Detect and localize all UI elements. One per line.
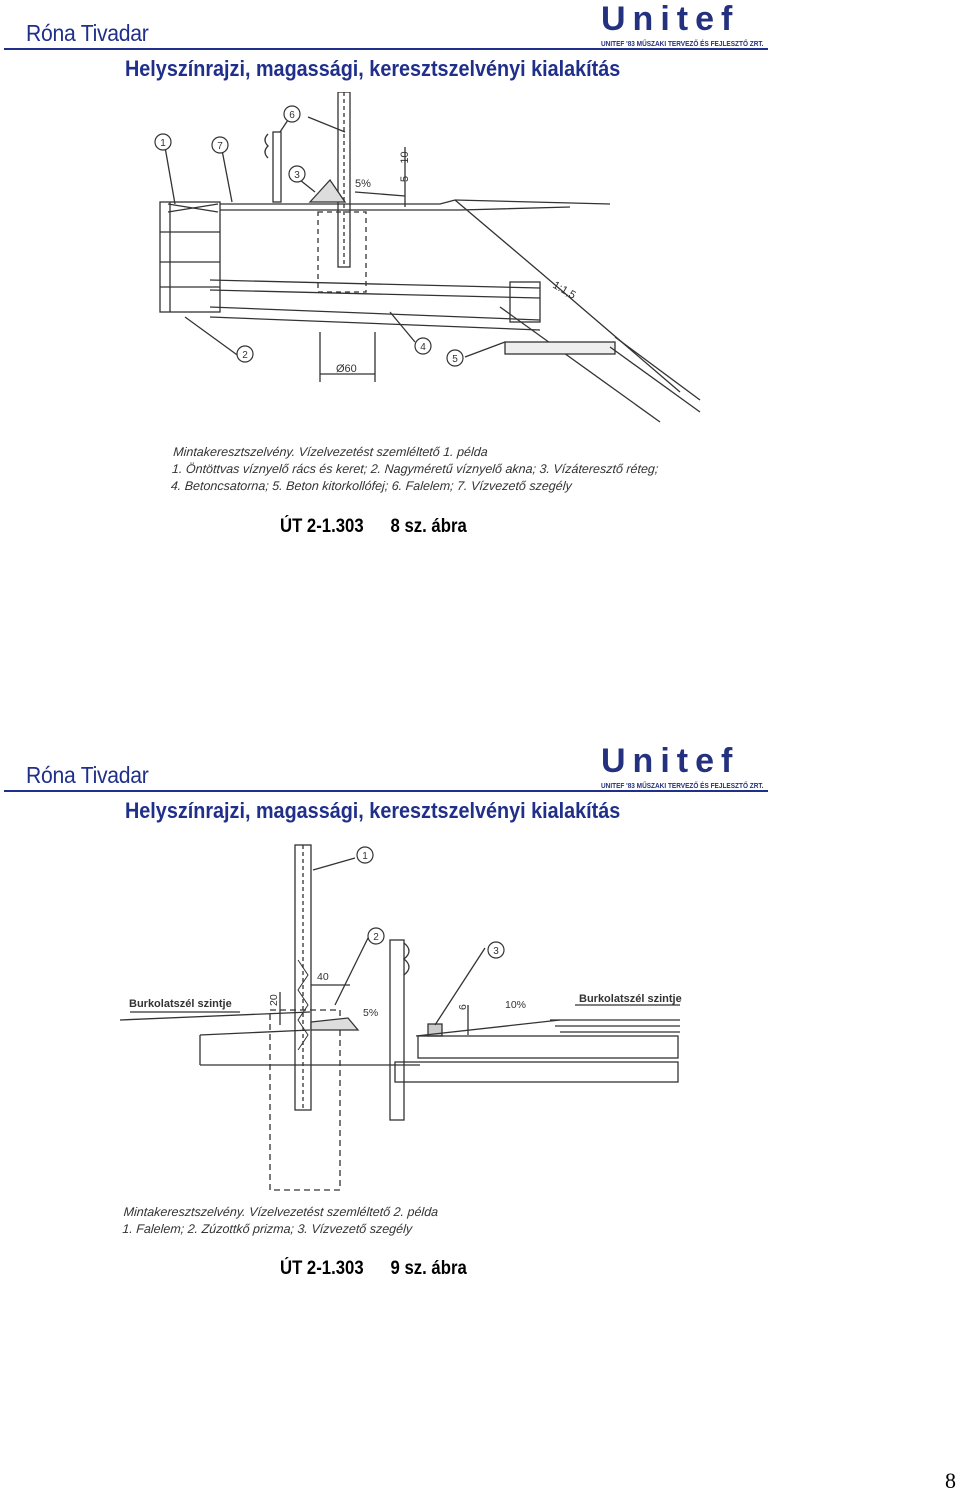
slide-title: Helyszínrajzi, magassági, keresztszelvényi kialakítás [125,798,621,823]
slope-right-label: 10% [505,999,527,1011]
callout-3-label: 3 [493,946,499,957]
dimension-label: 5 – 10 [399,151,411,182]
figure-caption-1 [170,444,660,495]
author-name: Róna Tivadar [26,20,149,46]
dim-6-label: 6 [457,1004,469,1010]
callout-6-label: 6 [289,110,295,121]
callout-4-label: 4 [420,342,426,353]
slope-label: 5% [355,178,371,190]
slide-1 [0,0,960,560]
figure-number: 9 sz. ábra [390,1258,467,1279]
logo-subtitle: UNITEF '83 MŰSZAKI TERVEZŐ ÉS FEJLESZTŐ ZRT. [601,781,764,790]
figure-reference-2 [280,1258,467,1280]
header-rule [4,48,768,50]
author-name: Róna Tivadar [26,762,149,788]
logo-subtitle: UNITEF '83 MŰSZAKI TERVEZŐ ÉS FEJLESZTŐ ZRT. [601,39,764,48]
dim-40-label: 40 [317,971,329,983]
unitef-logo [601,0,764,48]
callout-5-label: 5 [452,354,458,365]
caption-line: 4. Betoncsatorna; 5. Beton kitorkollófej; 6. Falelem; 7. Vízvezető szegély [170,479,573,493]
figure-number: 8 sz. ábra [390,516,467,537]
standard-code: ÚT 2-1.303 [280,1258,364,1279]
callout-1-label: 1 [160,138,166,149]
embankment-slope-label: 1:1,5 [550,279,578,302]
slide-2 [0,742,960,1302]
diameter-label: Ø60 [336,363,357,375]
caption-line: Mintakeresztszelvény. Vízelvezetést szemléltető 2. példa [123,1205,439,1219]
callout-3-label: 3 [294,170,300,181]
caption-line: 1. Falelem; 2. Zúzottkő prizma; 3. Vízvezető szegély [121,1222,413,1236]
logo-wordmark: Unitef [601,0,740,38]
cross-section-drawing-2 [120,840,700,1200]
slope-left-label: 5% [363,1007,379,1019]
page-number: 8 [945,1468,956,1493]
callout-2-label: 2 [373,932,379,943]
standard-code: ÚT 2-1.303 [280,516,364,537]
caption-line: 1. Öntöttvas víznyelő rács és keret; 2. Nagyméretű víznyelő akna; 3. Vízáteresztő réteg; [171,462,659,476]
callout-2-label: 2 [242,350,248,361]
caption-line: Mintakeresztszelvény. Vízelvezetést szemléltető 1. példa [172,445,489,459]
edge-level-left: Burkolatszél szintje [129,998,232,1010]
header-rule [4,790,768,792]
edge-level-right: Burkolatszél szintje [579,993,682,1005]
figure-reference-1 [280,516,467,538]
callout-7-label: 7 [217,141,223,152]
figure-caption-2 [122,1204,439,1238]
unitef-logo [601,742,764,790]
callout-1-label: 1 [362,851,368,862]
logo-wordmark: Unitef [601,742,740,780]
dim-20-label: 20 [268,994,280,1006]
slide-title: Helyszínrajzi, magassági, keresztszelvényi kialakítás [125,56,621,81]
cross-section-drawing-1 [140,92,720,432]
